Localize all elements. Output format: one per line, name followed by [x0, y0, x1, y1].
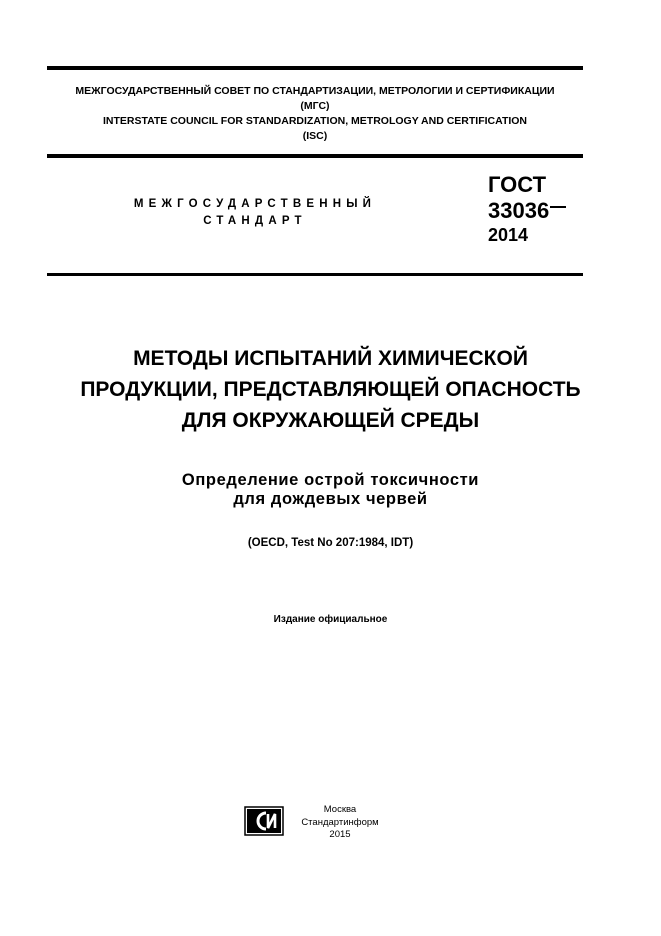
designation-label: ГОСТ	[488, 172, 547, 197]
council-name-ru: МЕЖГОСУДАРСТВЕННЫЙ СОВЕТ ПО СТАНДАРТИЗАЦИИ, МЕТРОЛОГИИ И СЕРТИФИКАЦИИ	[75, 85, 555, 97]
imprint	[292, 804, 388, 842]
council-abbr-ru: (МГС)	[300, 100, 330, 112]
lower-rule	[47, 273, 583, 276]
title-line1: МЕТОДЫ ИСПЫТАНИЙ ХИМИЧЕСКОЙ	[133, 347, 528, 370]
top-rule	[47, 66, 583, 70]
standard-designation	[488, 172, 566, 246]
standartinform-logo-icon	[244, 806, 284, 836]
designation-year: 2014	[488, 225, 529, 245]
title-line3: ДЛЯ ОКРУЖАЮЩЕЙ СРЕДЫ	[181, 409, 480, 432]
designation-number-row	[488, 198, 566, 224]
standard-kind-line2: СТАНДАРТ	[203, 215, 307, 227]
title-line2: ПРОДУКЦИИ, ПРЕДСТАВЛЯЮЩЕЙ ОПАСНОСТЬ	[80, 378, 581, 401]
standard-kind-line1: МЕЖГОСУДАРСТВЕННЫЙ	[133, 198, 377, 210]
council-header	[47, 84, 583, 144]
imprint-city: Москва	[323, 804, 357, 815]
subtitle-line2: для дождевых червей	[233, 490, 428, 508]
standard-kind	[120, 196, 390, 230]
council-name-en: INTERSTATE COUNCIL FOR STANDARDIZATION, METROLOGY AND CERTIFICATION	[102, 115, 528, 127]
document-subtitle	[40, 471, 621, 509]
designation-number: 33036	[488, 198, 550, 223]
middle-rule	[47, 154, 583, 158]
designation-dash	[550, 206, 566, 208]
imprint-year: 2015	[329, 829, 351, 840]
imprint-publisher: Стандартинформ	[301, 816, 379, 828]
oecd-reference: (OECD, Test No 207:1984, IDT)	[247, 537, 414, 549]
council-abbr-en: (ISC)	[302, 130, 328, 142]
subtitle-line1: Определение острой токсичности	[181, 471, 480, 489]
edition-note: Издание официальное	[273, 614, 388, 625]
document-title	[20, 343, 641, 436]
